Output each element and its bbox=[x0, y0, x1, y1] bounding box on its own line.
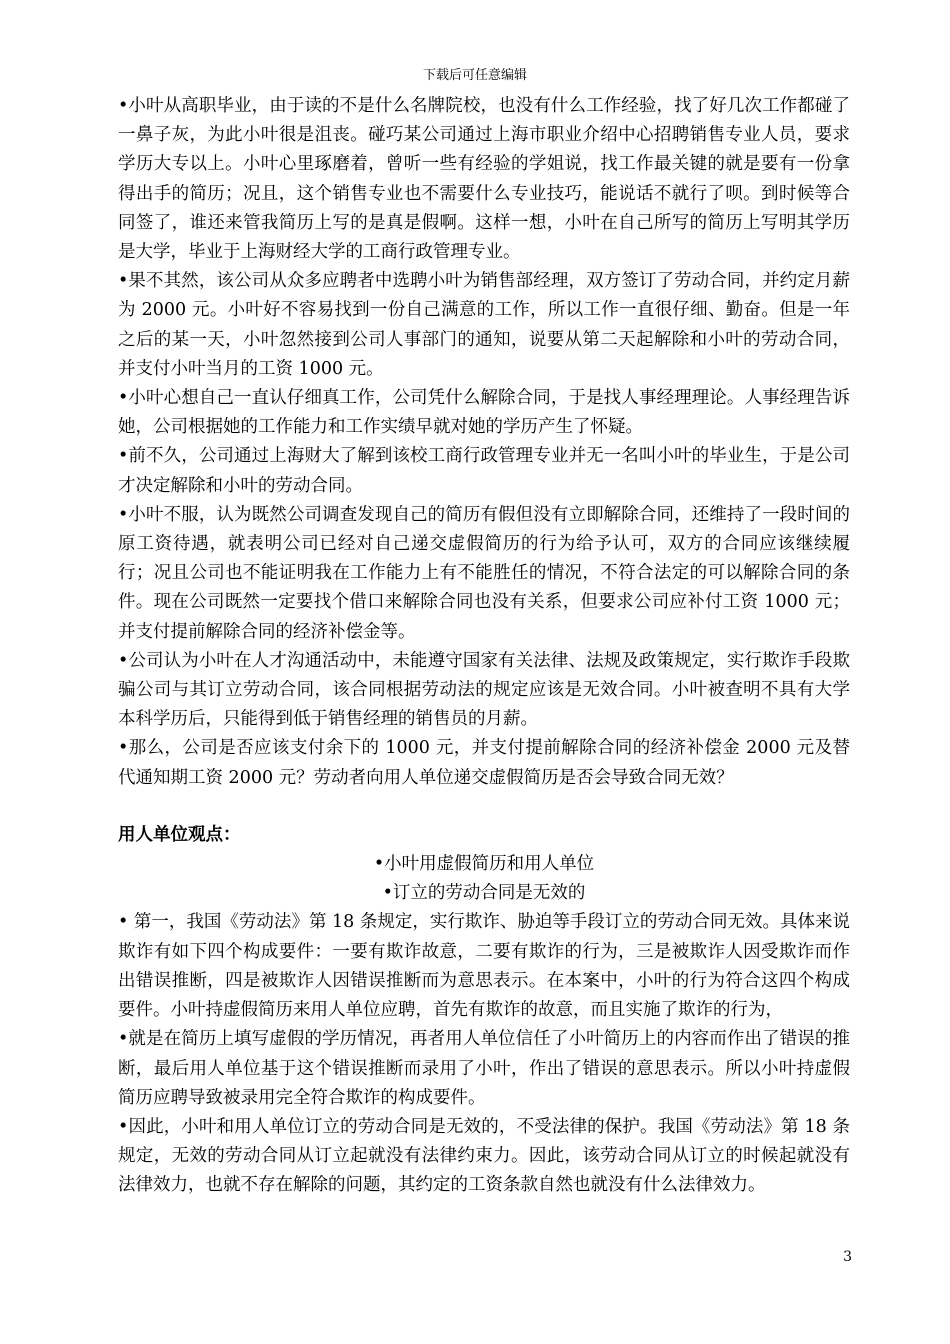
section-heading: 用人单位观点： bbox=[118, 824, 241, 845]
paragraph: •小叶不服，认为既然公司调查发现自己的简历有假但没有立即解除合同，还维持了一段时间的原工资待遇，就表明公司已经对自己递交虚假简历的行为给予认可，双方的合同应该继续履行；况且公司也不能证明我在工作能力上有不能胜任的情况，不符合法定的可以解除合同的条件。现在公司既然一定要找个借口来解除合同也没有关系，但要求公司应补付工资 1000 元；并支付提前解除合同的经济补偿金等。 bbox=[118, 504, 850, 642]
page-header: 下载后可任意编辑 bbox=[422, 68, 527, 83]
paragraph: • 第一，我国《劳动法》第 18 条规定，实行欺诈、胁迫等手段订立的劳动合同无效。具体来说欺诈有如下四个构成要件：一要有欺诈故意，二要有欺诈的行为，三是被欺诈人因受欺诈而作出错误推断，四是被欺诈人因错误推断而为意思表示。在本案中，小叶的行为符合这四个构成要件。小叶持虚假简历来用人单位应聘，首先有欺诈的故意，而且实施了欺诈的行为， bbox=[118, 912, 850, 1021]
centered-line: •小叶用虚假简历和用人单位 bbox=[373, 854, 595, 875]
page-number: 3 bbox=[843, 1249, 852, 1265]
paragraph: •那么，公司是否应该支付余下的 1000 元，并支付提前解除合同的经济补偿金 2000 元及替代通知期工资 2000 元？劳动者向用人单位递交虚假简历是否会导致合同无效？ bbox=[118, 738, 850, 788]
paragraph: •小叶从高职毕业，由于读的不是什么名牌院校，也没有什么工作经验，找了好几次工作都碰了一鼻子灰，为此小叶很是沮丧。碰巧某公司通过上海市职业介绍中心招聘销售专业人员，要求学历大专以上。小叶心里琢磨着，曾听一些有经验的学姐说，找工作最关键的就是要有一份拿得出手的简历；况且，这个销售专业也不需要什么专业技巧，能说话不就行了呗。到时候等合同签了，谁还来管我简历上写的是真是假啊。这样一想，小叶在自己所写的简历上写明其学历是大学，毕业于上海财经大学的工商行政管理专业。 bbox=[118, 96, 850, 263]
paragraph: •果不其然，该公司从众多应聘者中选聘小叶为销售部经理，双方签订了劳动合同，并约定月薪为 2000 元。小叶好不容易找到一份自己满意的工作，所以工作一直很仔细、勤奋。但是一年之后的某一天，小叶忽然接到公司人事部门的通知，说要从第二天起解除和小叶的劳动合同，并支付小叶当月的工资 1000 元。 bbox=[118, 271, 850, 379]
paragraph: •就是在简历上填写虚假的学历情况，再者用人单位信任了小叶简历上的内容而作出了错误的推断，最后用人单位基于这个错误推断而录用了小叶，作出了错误的意思表示。所以小叶持虚假简历应聘导致被录用完全符合欺诈的构成要件。 bbox=[118, 1029, 850, 1108]
paragraph: •前不久，公司通过上海财大了解到该校工商行政管理专业并无一名叫小叶的毕业生，于是公司才决定解除和小叶的劳动合同。 bbox=[118, 446, 850, 496]
document-body bbox=[118, 92, 850, 1201]
paragraph: •小叶心想自己一直认仔细真工作，公司凭什么解除合同，于是找人事经理理论。人事经理告诉她，公司根据她的工作能力和工作实绩早就对她的学历产生了怀疑。 bbox=[118, 388, 850, 438]
centered-line: •订立的劳动合同是无效的 bbox=[382, 883, 586, 904]
paragraph: •公司认为小叶在人才沟通活动中，未能遵守国家有关法律、法规及政策规定，实行欺诈手段欺骗公司与其订立劳动合同，该合同根据劳动法的规定应该是无效合同。小叶被查明不具有大学本科学历后，只能得到低于销售经理的销售员的月薪。 bbox=[118, 650, 850, 730]
paragraph: •因此，小叶和用人单位订立的劳动合同是无效的，不受法律的保护。我国《劳动法》第 18 条规定，无效的劳动合同从订立起就没有法律约束力。因此，该劳动合同从订立的时候起就没有法律效力，也就不存在解除的问题，其约定的工资条款自然也就没有什么法律效力。 bbox=[118, 1116, 850, 1196]
